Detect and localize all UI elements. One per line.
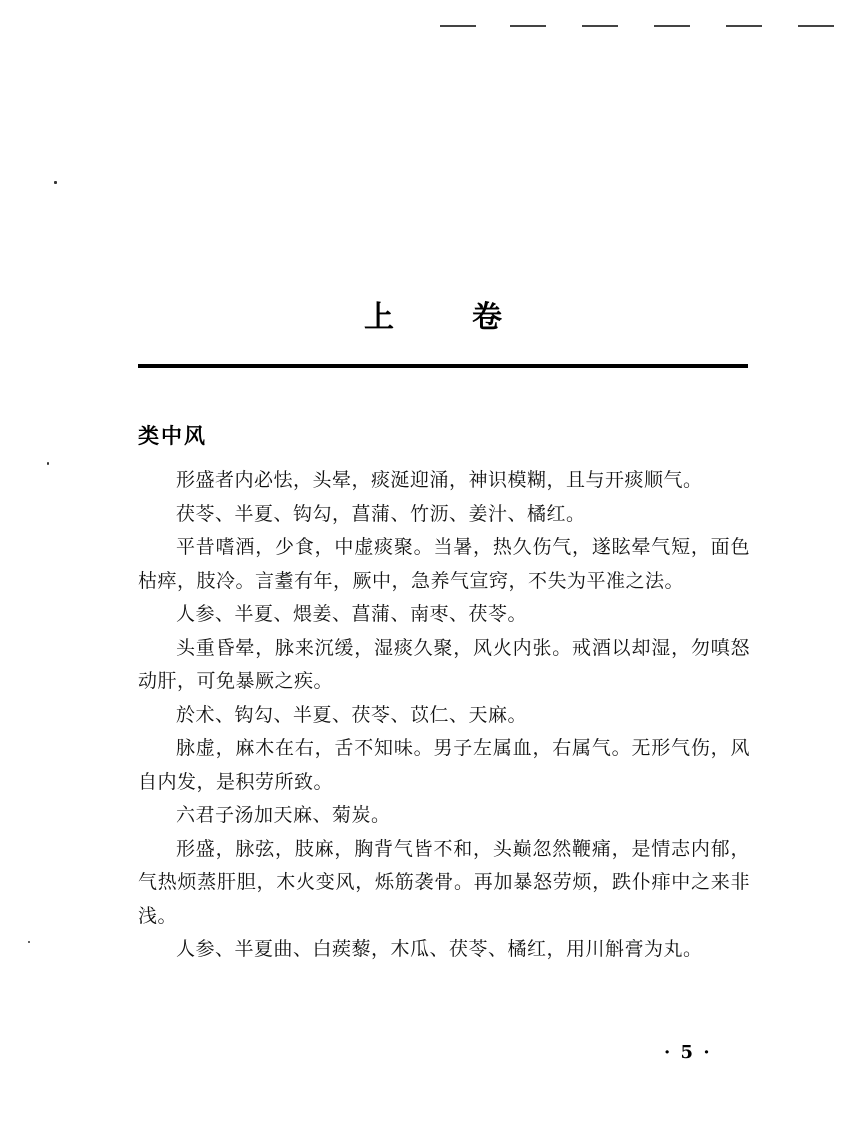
paragraph: 平昔嗜酒，少食，中虚痰聚。当暑，热久伤气，遂眩晕气短，面色枯瘁，肢冷。言耋有年，厥中，急养气宣窍，不失为平准之法。 <box>138 536 750 592</box>
paragraph: 脉虚，麻木在右，舌不知味。男子左属血，右属气。无形气伤，风自内发，是积劳所致。 <box>138 737 750 793</box>
title-rule <box>138 364 748 368</box>
prescription: 茯苓、半夏、钩勾，菖蒲、竹沥、姜汁、橘红。 <box>176 502 586 525</box>
scan-speck <box>28 941 30 943</box>
scan-speck <box>47 462 49 465</box>
paragraph: 形盛，脉弦，肢麻，胸背气皆不和，头巅忽然鞭痛，是情志内郁，气热烦蒸肝胆，木火变风，烁筋袭骨。再加暴怒劳烦，跌仆痱中之来非浅。 <box>138 837 750 927</box>
prescription: 六君子汤加天麻、菊炭。 <box>176 804 391 826</box>
paragraph: 形盛者内必怯，头晕，痰涎迎涌，神识模糊，且与开痰顺气。 <box>176 469 703 491</box>
scan-speck <box>54 181 57 184</box>
prescription: 人参、半夏曲、白蒺藜，木瓜、茯苓、橘红，用川斛膏为丸。 <box>176 938 703 960</box>
page-number: · 5 · <box>664 1042 712 1063</box>
prescription: 於术、钩勾、半夏、茯苓、苡仁、天麻。 <box>176 703 528 726</box>
volume-title: 上卷 <box>364 300 580 335</box>
prescription: 人参、半夏、煨姜、菖蒲、南枣、茯苓。 <box>176 603 528 625</box>
body-text <box>138 464 750 967</box>
header-dash-rule <box>440 25 840 29</box>
section-heading: 类中风 <box>138 424 207 448</box>
paragraph: 头重昏晕，脉来沉缓，湿痰久聚，风火内张。戒酒以却湿，勿嗔怒动肝，可免暴厥之疾。 <box>138 636 750 692</box>
